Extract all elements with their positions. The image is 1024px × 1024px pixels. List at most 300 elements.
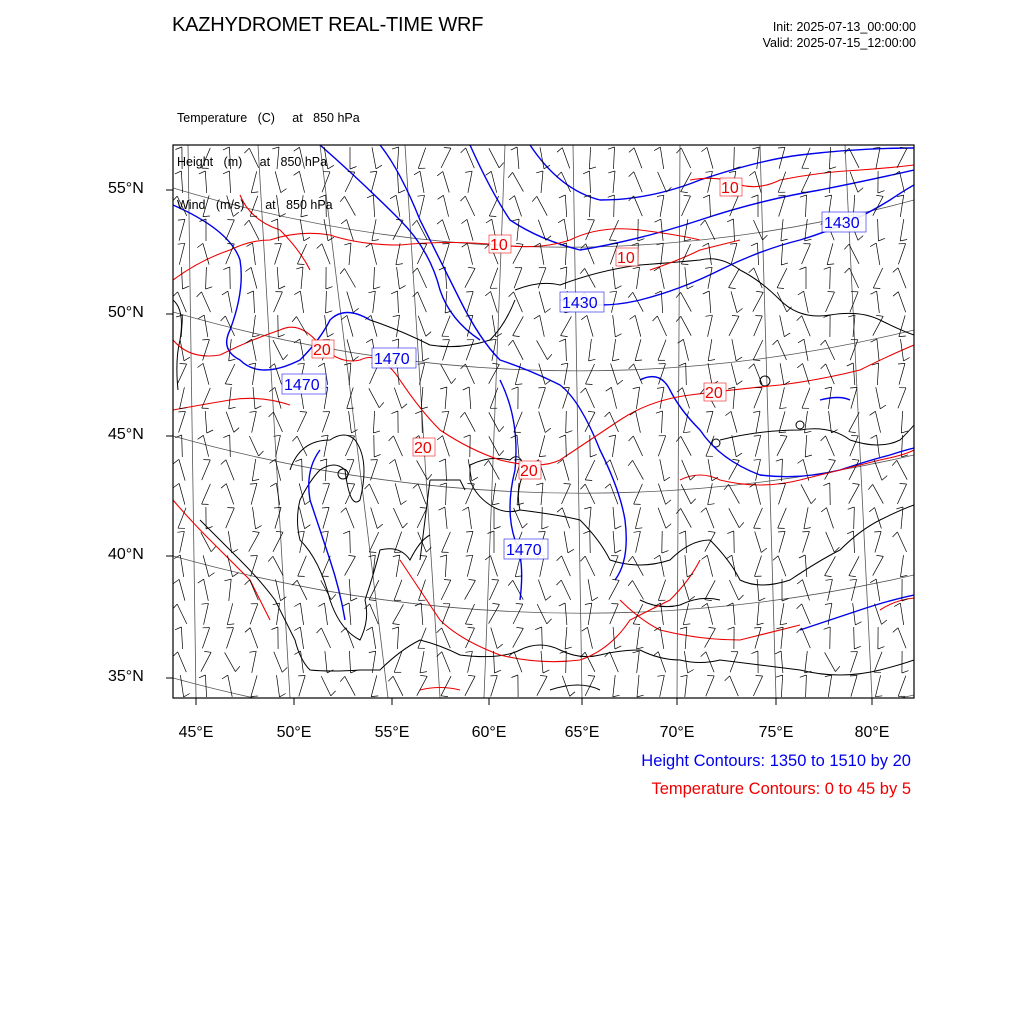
wind-barb [395,483,401,504]
wind-barb-feather [825,603,832,604]
wind-barb-feather [305,525,311,529]
wind-barb-feather [557,508,562,513]
wind-barb-feather [776,459,783,461]
wind-barb-feather [797,604,802,609]
wind-barb [876,243,880,265]
temperature-label: 20 [313,342,331,359]
wind-barb-feather [893,628,898,633]
wind-barb [249,532,260,551]
wind-barb-feather [451,378,456,383]
wind-barb [418,316,426,337]
wind-barb [441,364,452,383]
wind-barb-feather [904,358,910,361]
wind-barb [418,484,426,505]
wind-barb-feather [581,315,587,319]
wind-barb-feather [799,267,806,270]
wind-barb-feather [516,604,523,605]
wind-barb [274,652,282,672]
wind-barb [182,267,183,289]
wind-barb [539,388,546,409]
wind-barb-feather [580,556,585,561]
wind-barb-feather [420,244,427,245]
wind-barb-feather [586,384,593,385]
wind-barb [275,244,282,265]
wind-barb-feather [274,507,281,508]
wind-barb [901,555,904,577]
wind-barb-feather [754,435,761,436]
wind-barb-feather [849,576,856,577]
wind-barb-feather [488,531,495,534]
wind-barb-feather [556,580,561,585]
wind-barb-feather [343,531,350,534]
wind-barb-feather [207,430,213,433]
wind-barb-feather [373,431,380,433]
wind-barb [681,148,690,168]
wind-barb-feather [657,387,664,388]
wind-barb [681,316,691,335]
wind-barb [180,339,184,361]
wind-barb [660,555,664,577]
wind-barb [349,603,351,625]
lat-label-55: 55°N [108,180,144,197]
wind-barb-feather [392,339,399,341]
wind-barb [226,412,234,433]
wind-barb [611,364,618,385]
wind-barb-feather [777,288,784,289]
wind-barb [753,340,763,360]
wind-barb [396,195,400,217]
wind-barb-feather [460,412,465,417]
wind-barb-feather [633,267,640,269]
wind-barb [853,603,856,625]
wind-barb-feather [401,501,407,505]
wind-barb [564,219,568,241]
wind-barb [465,604,474,624]
wind-barb [321,676,331,696]
wind-barb [829,411,832,433]
wind-barb-feather [681,192,688,193]
wind-barb-feather [900,240,907,241]
wind-barb-feather [629,364,634,369]
wind-barb [849,268,858,288]
wind-barb [849,148,859,168]
wind-barb [565,195,566,217]
wind-barb-feather [321,435,328,436]
wind-barb [804,339,808,361]
wind-barb [849,412,859,431]
wind-barb-feather [173,579,179,583]
wind-barb-feather [496,333,502,337]
wind-barb [420,651,424,673]
wind-barb [417,556,426,576]
wind-barb [778,508,787,528]
wind-barb [873,484,884,503]
wind-barb [588,627,593,648]
page-title: KAZHYDROMET REAL-TIME WRF [172,14,484,36]
wind-barb [301,651,304,673]
wind-barb [732,555,736,577]
wind-barb [251,483,257,504]
wind-barb [635,315,641,336]
wind-barb-feather [292,317,296,322]
wind-barb [635,507,640,528]
wind-barb [323,484,330,505]
wind-barb-feather [399,286,405,289]
wind-barb [442,316,450,336]
wind-barb-feather [898,363,905,364]
wind-barb [633,556,644,575]
wind-barb [465,196,474,216]
wind-barb [637,267,640,289]
wind-barb [757,147,759,169]
wind-barb-feather [546,596,551,601]
wind-barb-feather [534,315,540,319]
wind-barb-feather [393,624,400,625]
wind-barb-feather [495,670,501,673]
wind-barb [613,267,616,289]
wind-barb-feather [494,527,501,530]
wind-barb [610,460,618,481]
wind-barb [777,436,787,456]
wind-barb [588,603,592,625]
wind-barb-feather [855,622,861,625]
wind-barb-feather [440,555,447,557]
wind-barb-feather [545,380,551,384]
wind-barb-feather [873,288,880,289]
wind-barb-feather [751,243,757,246]
wind-barb [705,220,715,240]
wind-barb-feather [753,411,760,412]
wind-barb-feather [198,579,204,583]
wind-barb [349,651,350,673]
wind-barb-feather [464,435,471,437]
wind-barb-feather [871,291,877,294]
wind-barb-feather [178,243,185,244]
wind-barb-feather [232,549,238,553]
wind-barb-feather [585,603,592,604]
wind-barb [614,195,615,217]
wind-barb [612,435,615,457]
wind-barb-feather [327,334,333,337]
wind-barb [706,676,714,696]
wind-barb [658,172,667,192]
wind-barb-feather [657,195,664,196]
wind-barb [755,435,760,456]
wind-barb [733,603,735,625]
wind-barb [517,147,519,169]
wind-barb [877,363,878,385]
wind-barb-feather [492,603,499,604]
wind-barb-feather [858,236,863,241]
wind-barb-feather [869,508,874,512]
wind-barb [830,171,831,193]
wind-barb-feather [462,507,468,510]
wind-barb [202,388,211,408]
wind-barb-feather [848,507,855,509]
wind-barb-feather [509,292,514,297]
wind-barb-feather [444,148,451,149]
wind-barb-feather [868,484,873,489]
wind-barb [204,579,209,601]
wind-barb [849,556,859,575]
wind-barb-feather [824,627,831,629]
temperature-label: 20 [520,463,538,480]
wind-barb-feather [512,219,519,221]
wind-barb-feather [654,147,660,151]
wind-barb [658,484,665,505]
wind-barb [729,580,738,600]
wind-barb-feather [374,287,381,289]
wind-barb-feather [465,624,472,625]
wind-barb-feather [848,315,855,317]
wind-barb [755,627,761,648]
wind-barb-feather [684,432,691,433]
wind-barb [682,388,689,409]
wind-barb [755,171,761,192]
wind-barb [802,148,810,168]
wind-barb [779,484,786,505]
wind-barb-feather [558,219,564,223]
wind-barb-feather [331,691,336,696]
wind-barb-feather [679,363,686,366]
wind-barb [421,603,423,625]
temperature-contour-note: Temperature Contours: 0 to 45 by 5 [651,780,911,798]
field-height: Height (m) at 850 hPa [177,154,328,169]
wind-barb-feather [617,380,623,384]
wind-barb [804,291,809,313]
wind-barb [781,675,782,697]
wind-barb-feather [198,315,204,319]
wind-barb [177,604,187,624]
wind-barb [658,652,665,673]
wind-barb-feather [460,196,465,201]
wind-barb [590,195,591,217]
wind-barb [443,195,448,216]
wind-barb [562,508,569,529]
wind-barb-feather [847,531,853,534]
wind-barb-feather [608,195,615,197]
wind-barb [418,532,427,552]
wind-barb [445,555,446,577]
wind-barb [300,531,305,553]
wind-barb [297,317,308,336]
wind-barb-feather [365,484,370,489]
wind-barbs [172,147,909,697]
wind-barb [589,339,592,361]
wind-barb-feather [820,340,825,345]
wind-barb-feather [849,432,856,433]
wind-barb-feather [726,555,732,559]
wind-barb-feather [439,507,445,510]
wind-barb [180,675,183,697]
wind-barb-feather [882,620,887,624]
wind-barb-feather [784,333,790,337]
wind-barb [538,268,546,289]
wind-barb-feather [211,546,216,551]
wind-barb-feather [437,220,442,225]
wind-barb [658,580,665,601]
wind-barb-feather [852,459,859,460]
wind-barb-feather [499,163,504,168]
wind-barb [540,147,544,169]
wind-barb [228,555,233,576]
wind-barb [729,316,739,336]
wind-barb-feather [511,675,518,678]
wind-barb-feather [511,147,517,150]
wind-barb [685,627,687,649]
wind-barb-feather [825,579,832,580]
wind-barb [658,340,666,361]
wind-barb [229,387,231,409]
wind-barb [778,172,785,193]
wind-barb [275,364,282,385]
wind-barb [850,436,858,456]
wind-barb-feather [292,580,297,585]
wind-barb [514,292,523,312]
wind-barb-feather [852,483,859,484]
wind-barb [778,340,787,360]
wind-barb [349,579,351,601]
wind-barb [489,604,500,623]
wind-barb-feather [536,483,543,485]
wind-barb-feather [583,531,590,534]
wind-barb [465,268,475,287]
wind-barb-feather [778,531,785,532]
wind-barb-feather [655,219,661,222]
wind-barb [492,339,496,361]
lat-label-40: 40°N [108,546,144,563]
wind-barb-feather [440,483,447,485]
wind-barb-feather [348,436,355,437]
wind-barb-feather [608,171,615,173]
temperature-label: 10 [617,250,635,267]
wind-barb [442,628,451,648]
wind-barb-feather [209,573,215,577]
wind-barb-feather [344,363,351,365]
wind-barb [708,483,713,504]
wind-barb-feather [728,627,735,629]
wind-barb [371,315,377,336]
wind-barb-feather [485,292,490,296]
wind-barb-feather [227,624,234,625]
wind-barb [539,291,545,312]
wind-barb [446,483,447,505]
wind-barb [657,316,666,336]
wind-barb-feather [249,411,256,412]
wind-barb-feather [894,603,900,607]
wind-barb [345,436,354,456]
wind-barb-feather [797,364,802,368]
wind-barb [684,651,687,673]
wind-barb-feather [759,598,765,601]
wind-barb-feather [269,412,274,417]
wind-barb-feather [582,627,588,631]
wind-barb-feather [874,532,881,533]
wind-barb [636,411,641,432]
wind-barb [514,268,522,289]
wind-barb [369,532,378,552]
wind-barb-feather [540,675,547,676]
wind-barb [825,652,836,671]
wind-barb [827,508,834,529]
wind-barb [877,291,880,313]
wind-barb-feather [295,459,301,462]
wind-barb-feather [825,195,832,197]
wind-barb-feather [517,503,524,505]
wind-barb [203,363,209,384]
height-contour-note: Height Contours: 1350 to 1510 by 20 [641,752,911,770]
wind-barb-feather [229,359,236,361]
wind-barb [345,269,356,288]
wind-barb-feather [202,603,209,604]
wind-barb-feather [294,291,300,295]
wind-barb-feather [252,479,259,481]
wind-barb-feather [197,243,203,247]
wind-barb-feather [437,172,443,176]
wind-barb-feather [821,436,826,441]
wind-barb-feather [605,652,610,657]
wind-barb [540,315,545,336]
wind-barb [274,292,283,312]
wind-barb-feather [654,555,660,559]
wind-barb [394,436,403,456]
wind-barb-feather [317,628,322,633]
wind-barb [445,507,447,529]
wind-barb [201,652,211,671]
wind-barb [707,603,712,624]
wind-barb [178,652,187,672]
wind-barb [734,219,735,241]
wind-barb-feather [781,239,788,241]
wind-barb-feather [320,459,327,461]
wind-barb [633,581,644,600]
wind-barb [755,556,762,577]
wind-barb [610,556,618,576]
wind-barb-feather [570,692,575,697]
wind-barb-feather [657,675,664,676]
wind-barb-feather [418,195,425,196]
wind-barb-feather [341,315,347,319]
wind-barb-feather [439,459,445,462]
wind-barb [587,315,593,336]
wind-barb [467,219,473,240]
wind-barb [803,580,810,601]
wind-barb-feather [876,195,883,196]
wind-barb-feather [468,628,475,629]
wind-barb [878,219,879,241]
wind-barb-feather [283,355,288,360]
wind-barb-feather [183,286,189,289]
wind-barb-feather [725,676,730,681]
wind-barb-feather [580,268,585,273]
wind-barb-feather [568,549,574,553]
wind-barb [249,436,258,456]
wind-barb [537,604,547,624]
wind-barb-feather [560,267,567,269]
wind-barb-feather [223,267,230,270]
wind-barb [755,483,760,504]
wind-barb [873,556,884,575]
wind-barb-feather [233,573,239,577]
wind-barb [875,411,880,432]
wind-barb [372,219,376,241]
wind-barb [707,555,712,576]
wind-barb-feather [221,484,226,489]
wind-barb [637,651,640,673]
wind-barb-feather [630,315,636,319]
wind-barb-feather [340,676,345,681]
wind-barb-feather [249,363,256,365]
